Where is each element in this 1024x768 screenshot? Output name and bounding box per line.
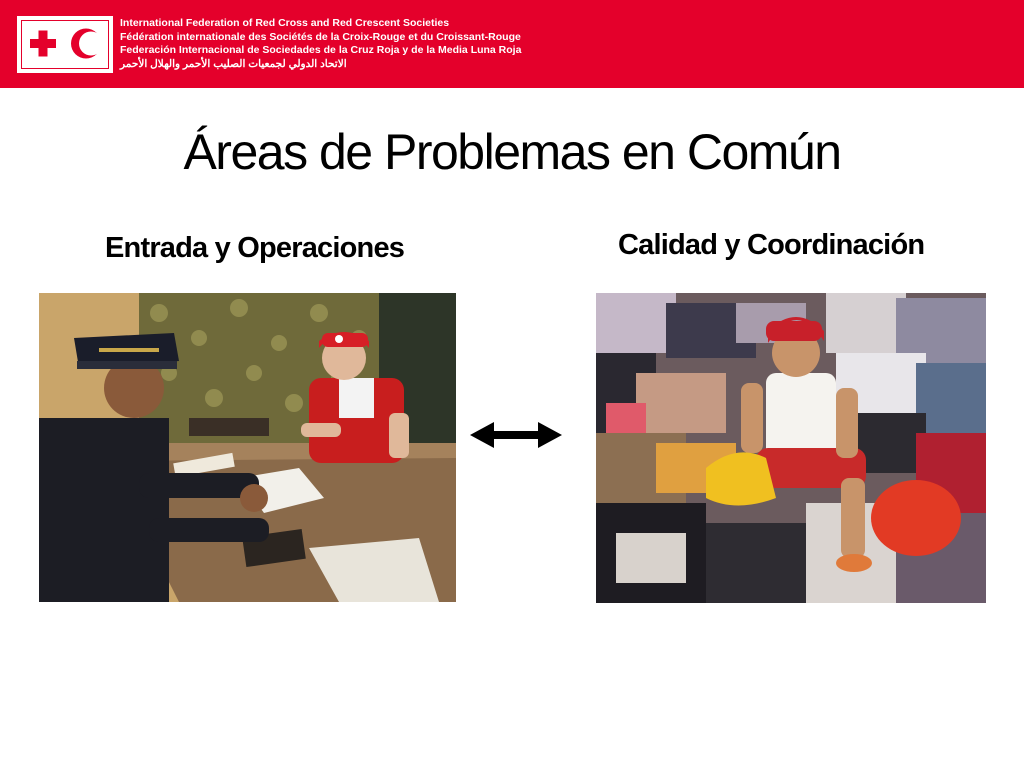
org-name-arabic: الاتحاد الدولي لجمعيات الصليب الأحمر والهلال الأحمر (120, 57, 347, 70)
organization-names (120, 17, 521, 71)
right-heading: Calidad y Coordinación (618, 229, 925, 261)
org-name-spanish: Federación Internacional de Sociedades de la Cruz Roja y de la Media Luna Roja (120, 44, 522, 56)
header-banner (0, 0, 1024, 88)
left-heading: Entrada y Operaciones (105, 232, 405, 264)
entry-operations-photo (39, 293, 456, 602)
org-name-french: Fédération internationale des Sociétés de la Croix-Rouge et du Croissant-Rouge (120, 30, 521, 43)
quality-coordination-photo (596, 293, 986, 603)
red-cross-crescent-icon (19, 18, 111, 71)
ifrc-logo (17, 16, 113, 73)
org-name-english: International Federation of Red Cross and Red Crescent Societies (120, 17, 450, 29)
double-arrow-icon (470, 421, 562, 449)
slide-title: Áreas de Problemas en Común (183, 124, 841, 180)
